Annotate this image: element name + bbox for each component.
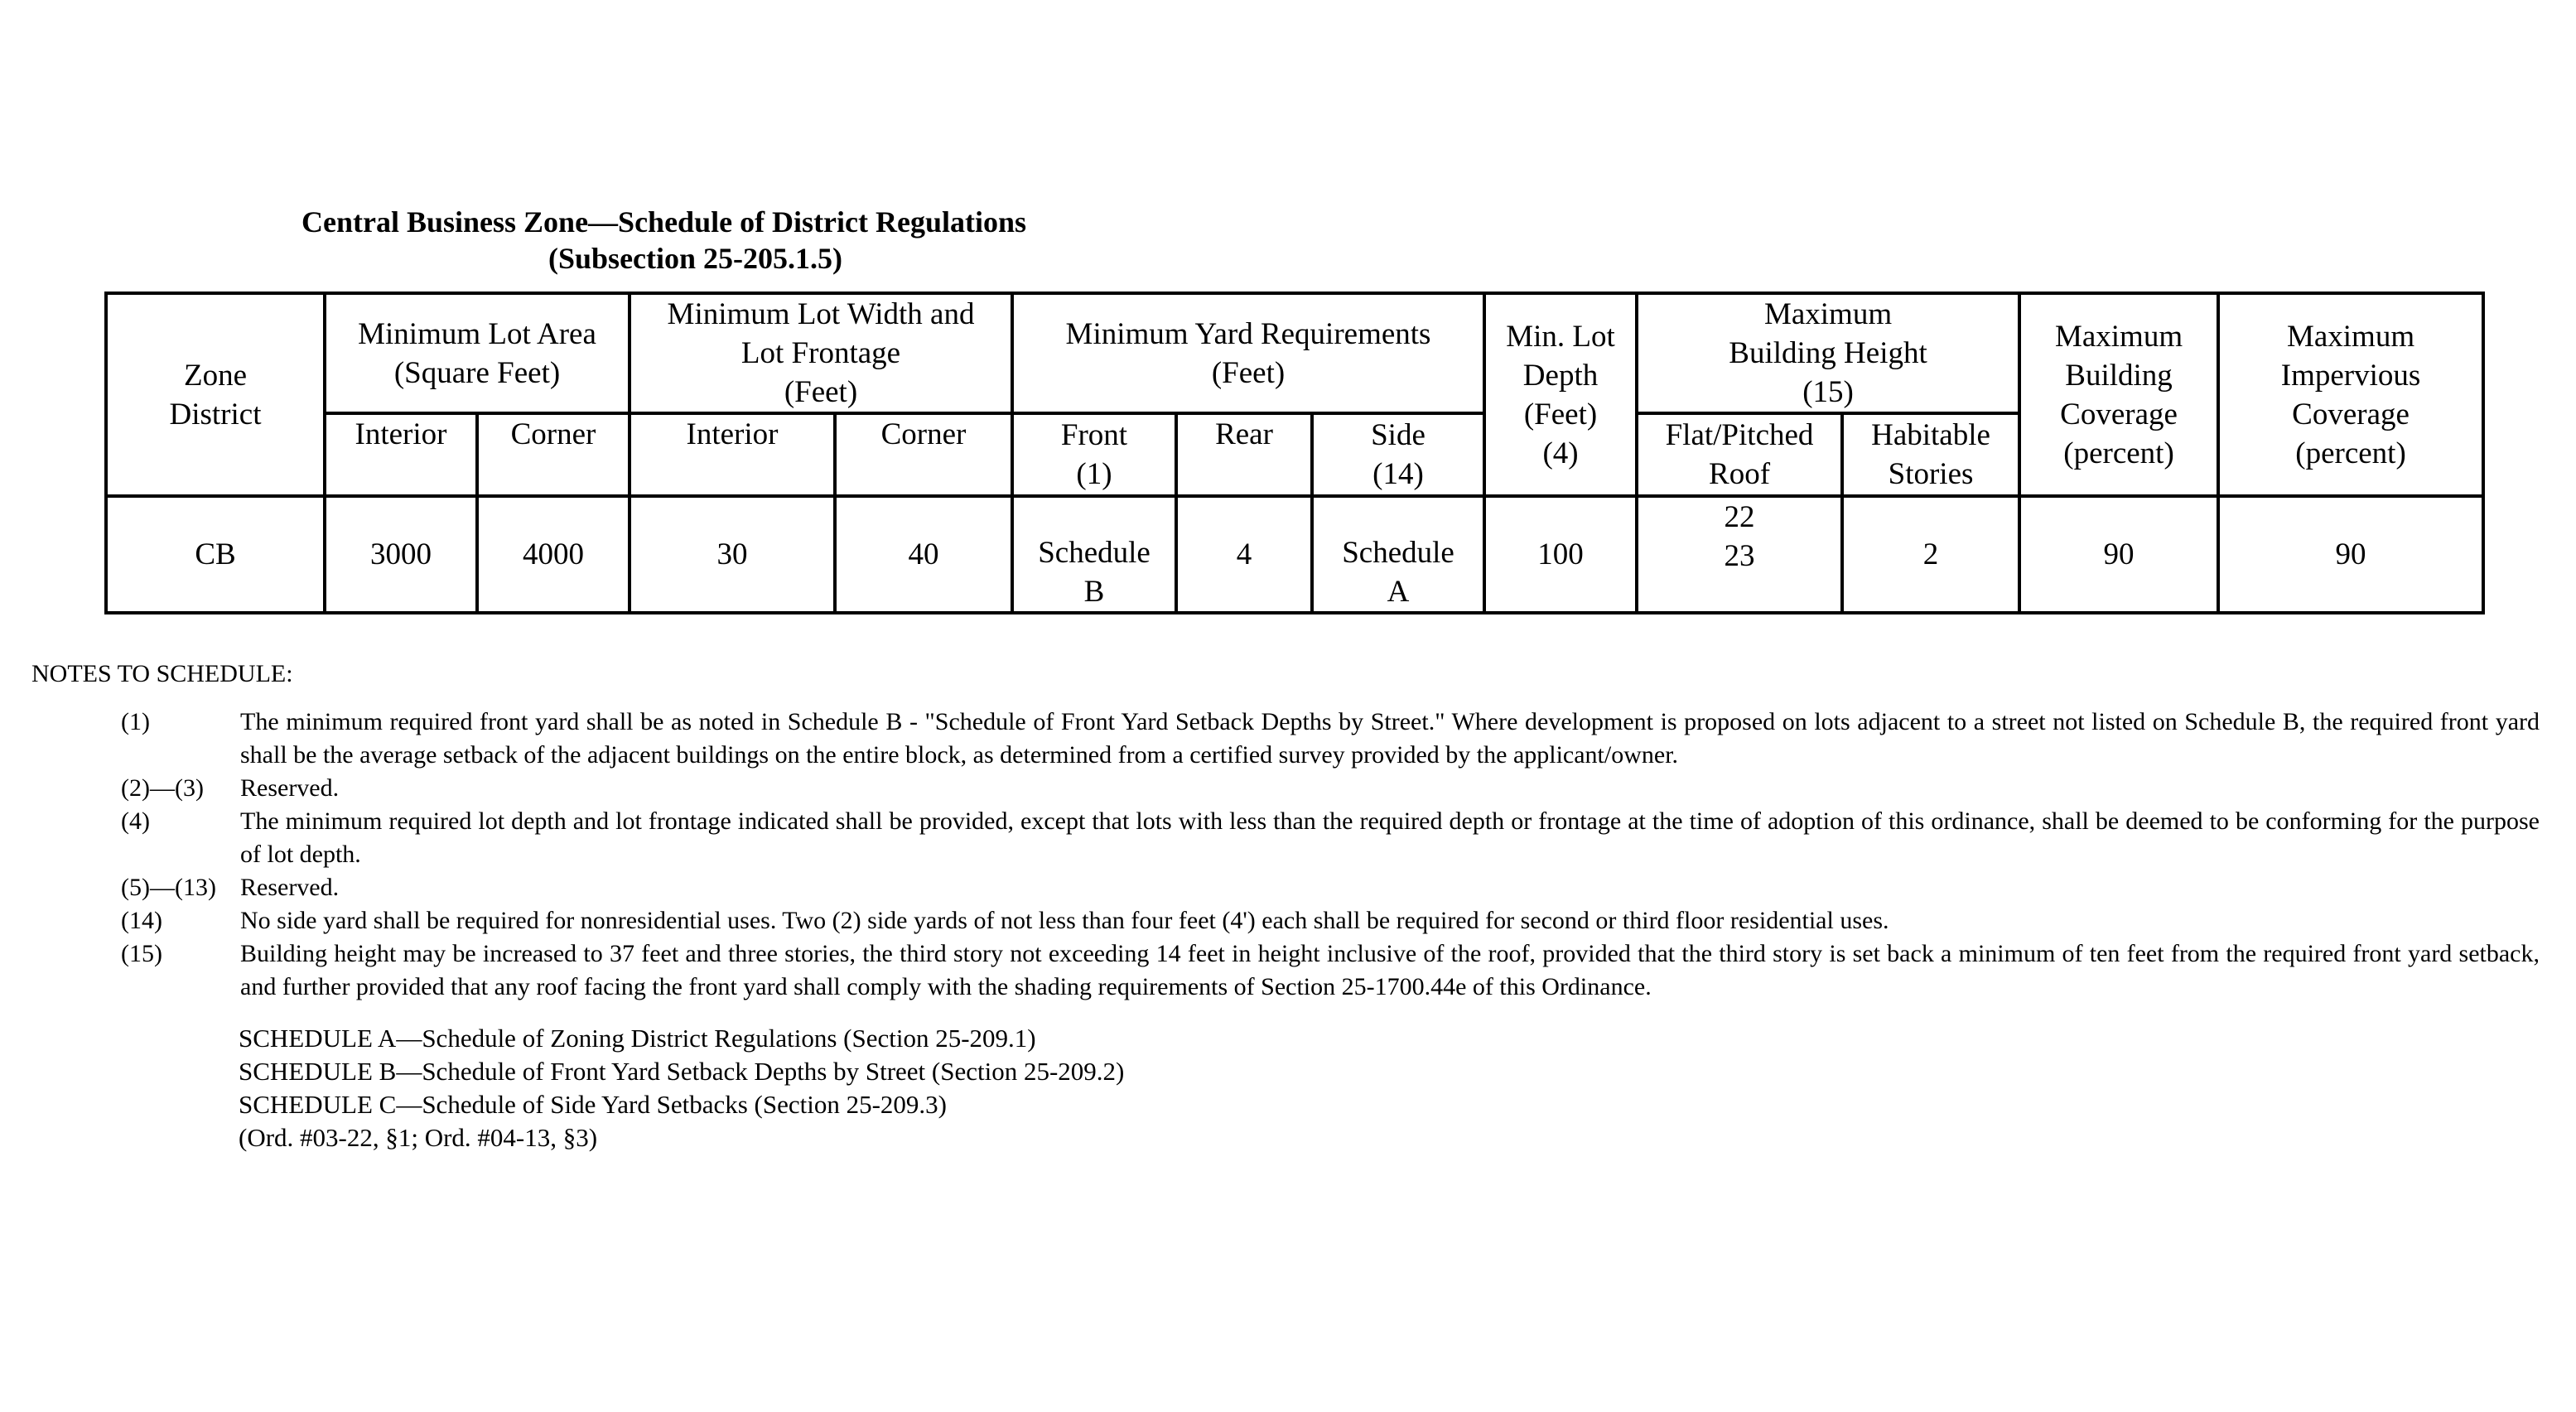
header-row-1 xyxy=(106,293,2483,413)
note-number: (1) xyxy=(121,708,150,735)
note-text: Building height may be increased to 37 feet and three stories, the third story not exceeding 14 feet in height inclusive of the roof, provided that the third story is set back a minimum of ten feet from the required front yard setback, and further provided that any roof facing the front yard shall comply with the shading requirements of Section 25-1700.44e of this Ordinance. xyxy=(240,940,2540,1000)
note-text: The minimum required lot depth and lot frontage indicated shall be provided, except that lots with less than the required depth or frontage at the time of adoption of this ordinance, shall be deemed to be conforming for the purpose of lot depth. xyxy=(240,807,2540,868)
header-width-corner: Corner xyxy=(835,413,1012,496)
schedule-reference-c: SCHEDULE C—Schedule of Side Yard Setbacks (Section 25-209.3) xyxy=(239,1090,947,1119)
header-width-interior: Interior xyxy=(630,413,835,496)
cell-building-coverage: 90 xyxy=(2019,496,2218,613)
note-text: Reserved. xyxy=(240,874,340,901)
schedule-reference-a: SCHEDULE A—Schedule of Zoning District Regulations (Section 25-209.1) xyxy=(239,1024,1036,1053)
header-height-stories: Habitable Stories xyxy=(1842,413,2019,496)
cell-width-corner: 40 xyxy=(835,496,1012,613)
cell-height-stories: 2 xyxy=(1842,496,2019,613)
cell-area-corner: 4000 xyxy=(477,496,630,613)
header-yard-rear: Rear xyxy=(1176,413,1312,496)
header-area-corner: Corner xyxy=(477,413,630,496)
header-min-lot-depth: Min. Lot Depth (Feet) (4) xyxy=(1484,293,1637,496)
ordinance-citation: (Ord. #03-22, §1; Ord. #04-13, §3) xyxy=(239,1123,598,1152)
cell-yard-rear: 4 xyxy=(1176,496,1312,613)
note-text: No side yard shall be required for nonresidential uses. Two (2) side yards of not less than four feet (4') each shall be required for second or third floor residential uses. xyxy=(240,907,1889,934)
cell-zone: CB xyxy=(106,496,325,613)
header-area-interior: Interior xyxy=(325,413,477,496)
cell-lot-depth: 100 xyxy=(1484,496,1637,613)
schedule-title: Central Business Zone—Schedule of District Regulations xyxy=(301,205,1027,239)
note-number: (4) xyxy=(121,807,150,835)
cell-yard-side: Schedule A xyxy=(1312,496,1484,613)
header-yard-side: Side (14) xyxy=(1312,413,1484,496)
header-height-flat: Flat/Pitched Roof xyxy=(1637,413,1842,496)
note-text: Reserved. xyxy=(240,774,340,802)
schedule-reference-b: SCHEDULE B—Schedule of Front Yard Setback Depths by Street (Section 25-209.2) xyxy=(239,1057,1125,1086)
header-min-yard: Minimum Yard Requirements (Feet) xyxy=(1012,293,1484,413)
header-max-building-coverage: Maximum Building Coverage (percent) xyxy=(2019,293,2218,496)
cell-width-interior: 30 xyxy=(630,496,835,613)
header-max-impervious-coverage: Maximum Impervious Coverage (percent) xyxy=(2218,293,2483,496)
header-yard-front: Front (1) xyxy=(1012,413,1176,496)
note-number: (14) xyxy=(121,907,162,934)
cell-impervious-coverage: 90 xyxy=(2218,496,2483,613)
note-number: (5)—(13) xyxy=(121,874,216,901)
district-regulations-table xyxy=(104,292,2485,614)
schedule-subtitle: (Subsection 25-205.1.5) xyxy=(548,242,843,275)
table-row xyxy=(106,496,2483,613)
header-max-height: Maximum Building Height (15) xyxy=(1637,293,2019,413)
cell-area-interior: 3000 xyxy=(325,496,477,613)
cell-yard-front: Schedule B xyxy=(1012,496,1176,613)
cell-height-flat: 22 23 xyxy=(1637,496,1842,613)
note-text: The minimum required front yard shall be as noted in Schedule B - "Schedule of Front Yard Setback Depths by Street." Where development is proposed on lots adjacent to a street not listed on Schedule B, the required front yard shall be the average setback of the adjacent buildings on the entire block, as determined from a certified survey provided by the applicant/owner. xyxy=(240,708,2540,769)
header-min-lot-area: Minimum Lot Area (Square Feet) xyxy=(325,293,630,413)
header-min-lot-width: Minimum Lot Width and Lot Frontage (Feet) xyxy=(630,293,1012,413)
notes-heading: NOTES TO SCHEDULE: xyxy=(31,660,293,687)
note-number: (2)—(3) xyxy=(121,774,204,802)
header-zone-district: Zone District xyxy=(106,293,325,496)
note-number: (15) xyxy=(121,940,162,967)
